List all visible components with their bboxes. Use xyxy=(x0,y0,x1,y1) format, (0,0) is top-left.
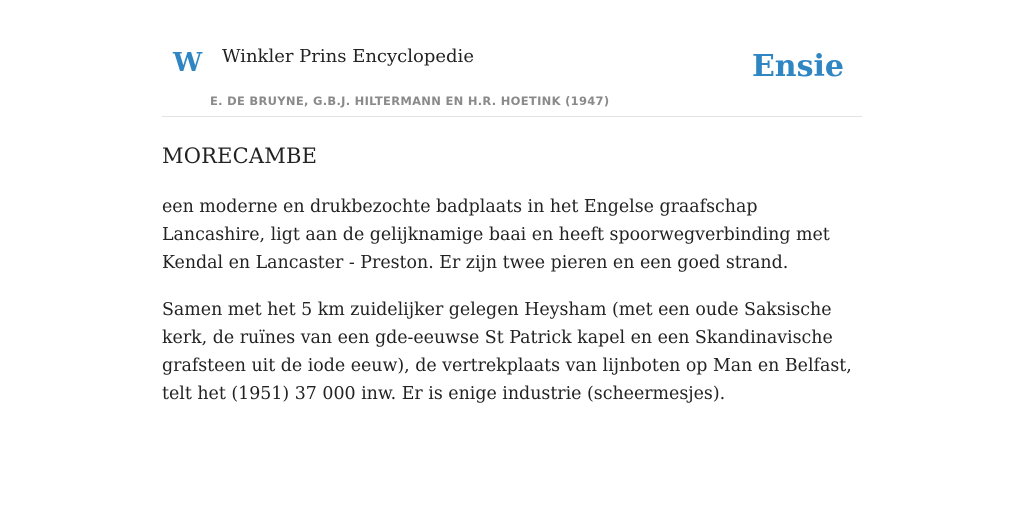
source-header xyxy=(162,0,862,117)
ensie-logo-link[interactable]: Ensie xyxy=(751,49,844,84)
entry-paragraph: Samen met het 5 km zuidelijker gelegen Heysham (met een oude Saksische kerk, de ruïnes van een gde-eeuwse St Patrick kapel en een Skandinavische grafsteen uit de iode eeuw), de vertrekplaats van lijnboten op Man en Belfast, telt het (1951) 37 000 inw. Er is enige industrie (scheermesjes). xyxy=(162,300,852,405)
entry-title: MORECAMBE xyxy=(162,144,318,168)
source-title[interactable]: Winkler Prins Encyclopedie xyxy=(222,46,474,67)
page xyxy=(162,0,862,408)
entry-body xyxy=(162,193,862,408)
winkler-prins-logo[interactable]: W xyxy=(173,48,203,78)
source-authors: E. DE BRUYNE, G.B.J. HILTERMANN EN H.R. HOETINK (1947) xyxy=(210,94,610,108)
entry-paragraph: een moderne en drukbezochte badplaats in het Engelse graafschap Lancashire, ligt aan de gelijknamige baai en heeft spoorwegverbinding met Kendal en Lancaster - Preston. Er zijn twee pieren en een goed strand. xyxy=(162,197,830,274)
